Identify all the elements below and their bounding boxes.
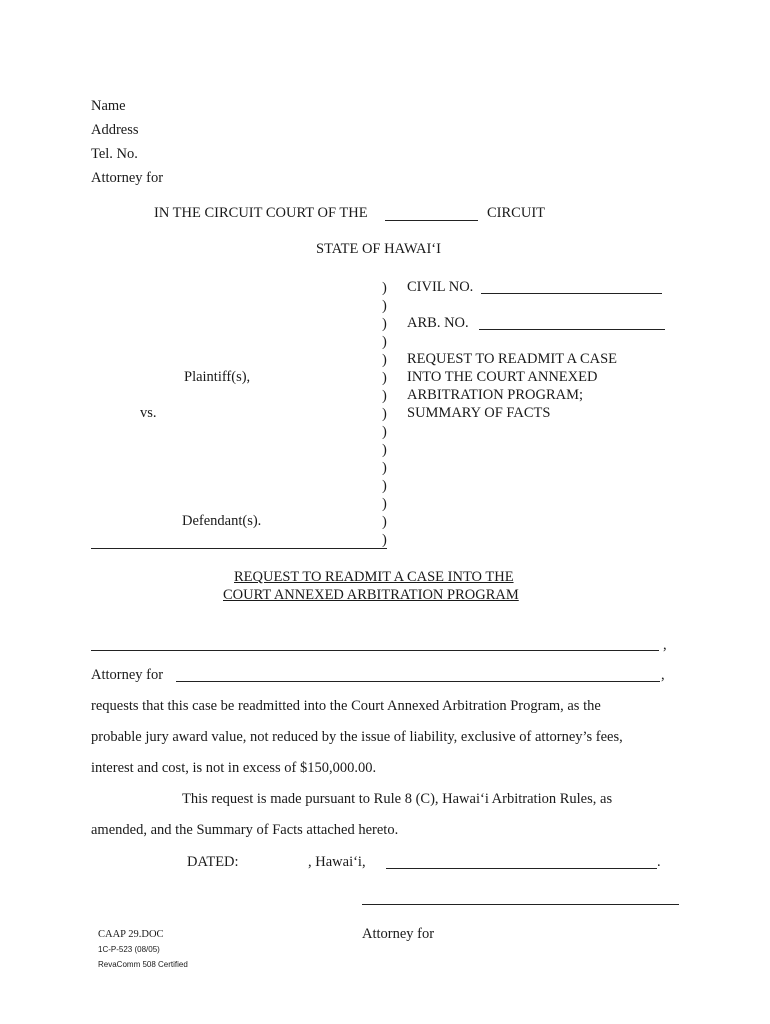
address-label: Address (91, 122, 139, 138)
paren: ) (382, 334, 387, 350)
paren: ) (382, 406, 387, 422)
date-field[interactable] (386, 868, 657, 869)
tel-label: Tel. No. (91, 146, 138, 162)
body-attorney-for-label: Attorney for (91, 667, 164, 683)
paren: ) (382, 424, 387, 440)
paren: ) (382, 388, 387, 404)
civil-no-field[interactable] (481, 293, 662, 294)
court-line-suffix: CIRCUIT (487, 205, 545, 221)
signature-attorney-for-label: Attorney for (362, 926, 435, 942)
paren: ) (382, 352, 387, 368)
comma: , (663, 637, 667, 653)
hawaii-label: , Hawai‘i, (308, 854, 366, 870)
para1-line: requests that this case be readmitted into the Court Annexed Arbitration Program, as the (91, 698, 601, 714)
plaintiff-label: Plaintiff(s), (184, 369, 251, 385)
para2-line: amended, and the Summary of Facts attached hereto. (91, 822, 399, 838)
para2-line: This request is made pursuant to Rule 8 (C), Hawai‘i Arbitration Rules, as (182, 791, 613, 807)
civil-no-label: CIVIL NO. (407, 279, 474, 295)
paren: ) (382, 460, 387, 476)
paren: ) (382, 370, 387, 386)
footer-form-number: 1C-P-523 (08/05) (98, 945, 160, 954)
paren: ) (382, 298, 387, 314)
paren: ) (382, 478, 387, 494)
footer-certified: RevaComm 508 Certified (98, 960, 188, 969)
dated-label: DATED: (187, 854, 239, 870)
attorney-for-label: Attorney for (91, 170, 164, 186)
arb-no-label: ARB. NO. (407, 315, 469, 331)
body-heading-line1: REQUEST TO READMIT A CASE INTO THE (234, 569, 514, 585)
defendant-label: Defendant(s). (182, 513, 262, 529)
paren: ) (382, 280, 387, 296)
comma: , (661, 667, 665, 683)
paren: ) (382, 496, 387, 512)
caption-title-line: SUMMARY OF FACTS (407, 405, 551, 421)
name-label: Name (91, 98, 126, 114)
paren: ) (382, 532, 387, 548)
caption-bottom-rule (91, 548, 387, 549)
para1-line: probable jury award value, not reduced by the issue of liability, exclusive of attorney’s fees, (91, 729, 623, 745)
circuit-blank[interactable] (385, 220, 478, 221)
signature-line[interactable] (362, 904, 679, 905)
footer-doc-id: CAAP 29.DOC (98, 929, 164, 940)
court-line-prefix: IN THE CIRCUIT COURT OF THE (154, 205, 368, 221)
paren: ) (382, 442, 387, 458)
period: . (657, 854, 661, 870)
caption-title-line: REQUEST TO READMIT A CASE (407, 351, 618, 367)
paren: ) (382, 514, 387, 530)
attorney-for-party-field[interactable] (176, 681, 660, 682)
para1-line: interest and cost, is not in excess of $150,000.00. (91, 760, 377, 776)
caption-paren-column (382, 279, 394, 549)
body-heading-line2: COURT ANNEXED ARBITRATION PROGRAM (223, 587, 519, 603)
caption-title-line: INTO THE COURT ANNEXED (407, 369, 598, 385)
vs-label: vs. (140, 405, 157, 421)
arb-no-field[interactable] (479, 329, 665, 330)
paren: ) (382, 316, 387, 332)
state-heading: STATE OF HAWAI‘I (316, 241, 441, 257)
attorney-name-field[interactable] (91, 650, 659, 651)
caption-title-line: ARBITRATION PROGRAM; (407, 387, 584, 403)
